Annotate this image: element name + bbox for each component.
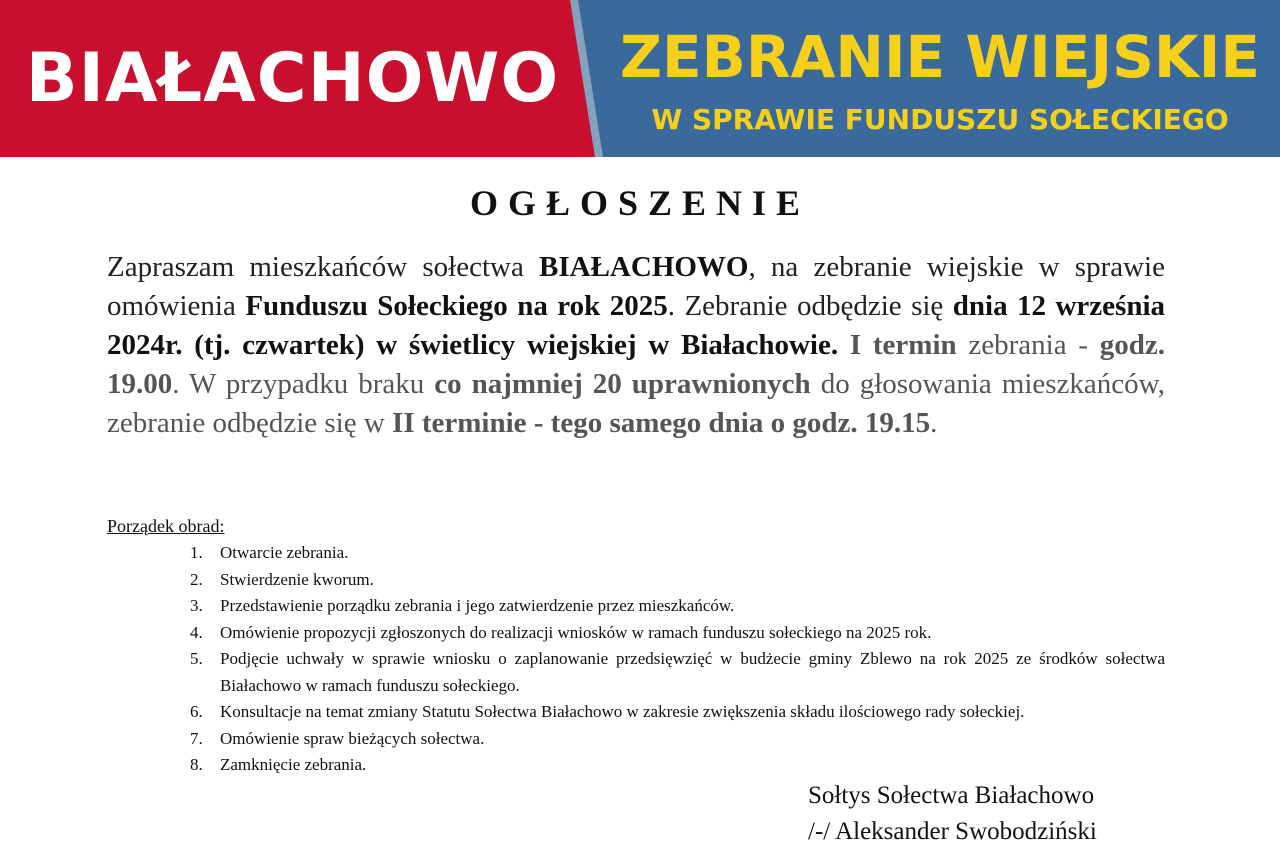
list-item xyxy=(190,699,1165,726)
list-item xyxy=(190,567,1165,594)
text-segment: . W przypadku braku xyxy=(172,368,435,400)
agenda-list xyxy=(190,540,1165,779)
item-number: 7. xyxy=(190,728,203,748)
list-item xyxy=(190,540,1165,567)
text-segment: Zapraszam mieszkańców sołectwa xyxy=(107,251,540,283)
item-number: 8. xyxy=(190,755,203,774)
signature-role: Sołtys Sołectwa Białachowo xyxy=(808,782,1095,809)
item-text: Przedstawienie porządku zebrania i jego zatwierdzenie przez mieszkańców. xyxy=(220,596,735,615)
text-segment: . Zebranie odbędzie się xyxy=(667,290,953,322)
text-segment: zebrania - xyxy=(956,329,1100,361)
item-text: Konsultacje na temat zmiany Statutu Sołectwa Białachowo w zakresie zwiększenia składu ilościowego rady sołeckiej. xyxy=(220,702,1025,721)
item-text: Podjęcie uchwały w sprawie wniosku o zaplanowanie przedsięwzięć w budżecie gminy Zblewo na rok 2025 ze środków sołectwa Białachowo w ramach funduszu sołeckiego. xyxy=(220,649,1165,695)
item-number: 5. xyxy=(190,649,203,668)
list-item xyxy=(190,646,1165,699)
agenda-title: Porządek obrad: xyxy=(107,516,225,536)
item-number: 2. xyxy=(190,569,203,589)
item-text: Omówienie propozycji zgłoszonych do realizacji wniosków w ramach funduszu sołeckiego na 2025 rok. xyxy=(220,622,932,642)
item-number: 1. xyxy=(190,543,203,562)
first-time-bold: godz. 19.00 xyxy=(107,329,1165,400)
quorum-bold: co najmniej 20 uprawnionych xyxy=(434,368,811,400)
village-bold: BIAŁACHOWO xyxy=(539,251,749,283)
item-text: Otwarcie zebrania. xyxy=(220,543,349,562)
banner-title: ZEBRANIE WIEJSKIE xyxy=(619,23,1261,91)
list-item xyxy=(190,752,1165,779)
item-text: Stwierdzenie kworum. xyxy=(220,569,374,589)
fund-bold: Funduszu Sołeckiego na rok 2025 xyxy=(245,290,668,322)
text-segment: do głosowania mieszkańców, zebranie odbędzie się w xyxy=(107,368,1165,439)
signature-name: /-/ Aleksander Swobodziński xyxy=(808,818,1097,845)
item-number: 6. xyxy=(190,702,203,721)
signature-block xyxy=(808,778,1097,850)
list-item xyxy=(190,726,1165,753)
date-place-bold: dnia 12 września 2024r. (tj. czwartek) w świetlicy wiejskiej w Białachowie. xyxy=(107,290,1166,361)
banner-subtitle: W SPRAWIE FUNDUSZU SOŁECKIEGO xyxy=(651,103,1229,136)
first-term-bold: I termin xyxy=(849,329,957,361)
announcement-heading: OGŁOSZENIE xyxy=(469,183,811,223)
item-number: 4. xyxy=(190,622,203,642)
text-segment xyxy=(838,329,850,361)
announcement-body xyxy=(107,248,1165,443)
list-item xyxy=(190,593,1165,620)
second-term-bold: II terminie - tego samego dnia o godz. 19.15 xyxy=(392,407,931,439)
item-text: Omówienie spraw bieżących sołectwa. xyxy=(220,728,485,748)
list-item xyxy=(190,620,1165,647)
header-banner xyxy=(0,0,1280,157)
text-segment: , na zebranie wiejskie w sprawie omówienia xyxy=(107,251,1165,322)
item-number: 3. xyxy=(190,596,203,615)
item-text: Zamknięcie zebrania. xyxy=(220,755,367,774)
banner-village-name: BIAŁACHOWO xyxy=(25,39,560,118)
text-segment: . xyxy=(930,407,938,439)
